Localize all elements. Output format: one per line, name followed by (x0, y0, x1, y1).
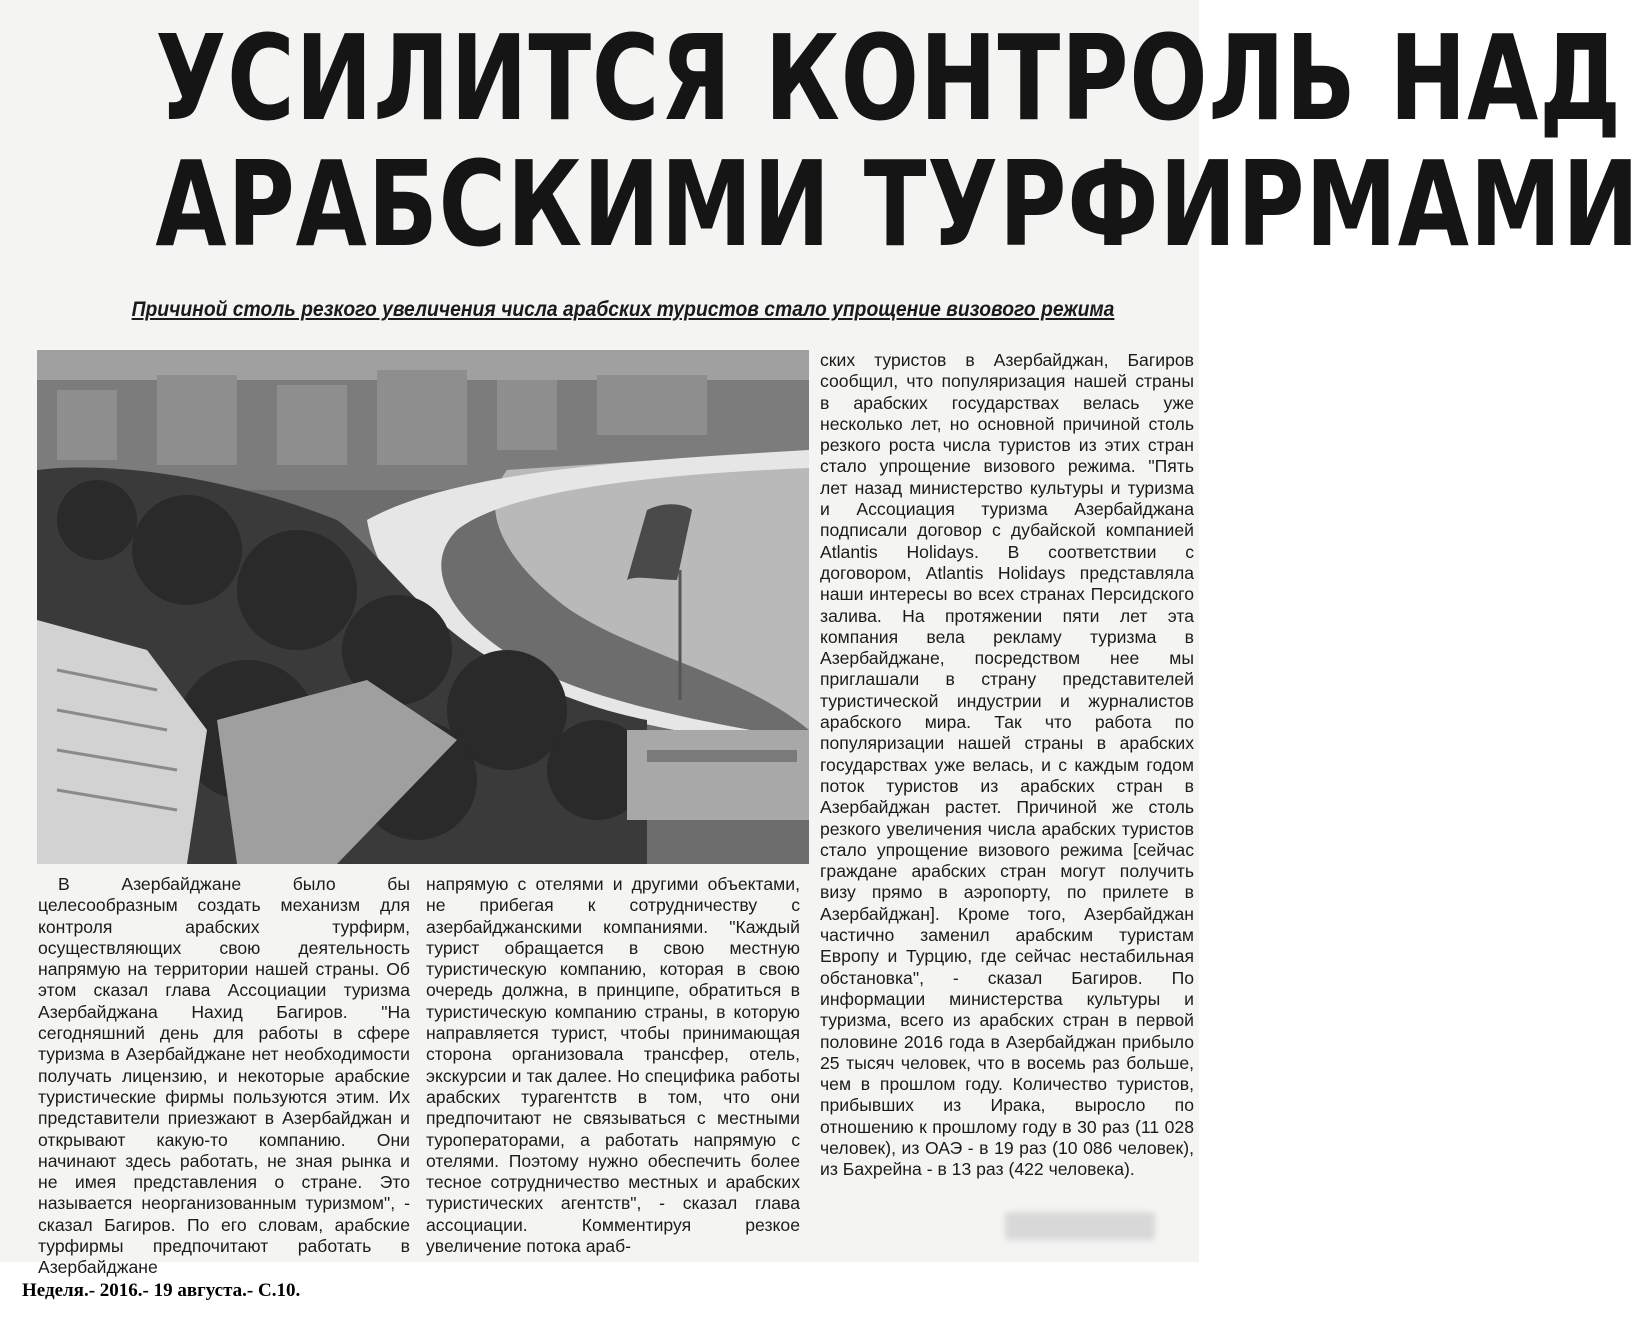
headline-line-2: АРАБСКИМИ ТУРФИРМАМИ (155, 135, 1640, 273)
article-column-1: В Азербайджане было бы целесообразным создать механизм для контроля арабских турфирм, осуществляющих свою деятельность напрямую на территории нашей страны. Об этом сказал глава Ассоциации туризма Азербайджана Нахид Багиров. "На сегодняшний день для работы в сфере туризма в Азербайджане нет необходимости получать лицензию, и некоторые арабские туристические фирмы пользуются этим. Их представители приезжают в Азербайджан и открывают какую-то компанию. Они начинают здесь работать, не зная рынка и не имея представления о стране. Это называется неорганизованным туризмом", - сказал Багиров. По его словам, арабские турфирмы предпочитают работать в Азербайджане (38, 874, 410, 1278)
city-coast-photo (37, 350, 809, 864)
subheadline: Причиной столь резкого увеличения числа арабских туристов стало упрощение визового режима (131, 298, 1115, 321)
photo-illustration (37, 350, 809, 864)
headline-line-1: УСИЛИТСЯ КОНТРОЛЬ НАД (155, 9, 1622, 147)
article-column-3: ских туристов в Азербайджан, Багиров сообщил, что популяризация нашей страны в арабских государствах велась уже несколько лет, но основной причиной столь резкого роста числа туристов из этих стран стало упрощение визового режима. "Пять лет назад министерство культуры и туризма и Ассоциация туризма Азербайджана подписали договор с дубайской компанией Atlantis Holidays. В соответствии с договором, Atlantis Holidays представляла наши интересы во всех странах Персидского залива. На протяжении пяти лет эта компания вела рекламу туризма в Азербайджане, посредством нее мы приглашали в страну представителей туристической индустрии и журналистов арабского мира. Так что работа по популяризации нашей страны в арабских государствах уже велась, и с каждым годом поток туристов из арабских стран в Азербайджан растет. Причиной же столь резкого увеличения числа арабских туристов стало упрощение визового режима [сейчас граждане арабских стран могут получить визу прямо в аэропорту, по прилете в Азербайджан]. Кроме того, Азербайджан частично заменил арабским туристам Европу и Турцию, где сейчас нестабильная обстановка", - сказал Багиров. По информации министерства культуры и туризма, всего из арабских стран в первой половине 2016 года в Азербайджан прибыло 25 тысяч человек, что в восемь раз больше, чем в прошлом году. Количество туристов, прибывших из Ирака, выросло по отношению к прошлому году в 30 раз (11 028 человек), из ОАЭ - в 19 раз (10 086 человек), из Бахрейна - в 13 раз (422 человека). (820, 350, 1194, 1180)
source-citation: Неделя.- 2016.- 19 августа.- С.10. (22, 1280, 301, 1301)
article-column-2: напрямую с отелями и другими объектами, не прибегая к сотрудничеству с азербайджанскими компаниями. "Каждый турист обращается в свою местную туристическую компанию, которая в свою очередь должна, в принципе, обратиться в туристическую компанию страны, в которую направляется турист, чтобы принимающая сторона организовала трансфер, отель, экскурсии и так далее. Но специфика работы арабских турагентств в том, что они предпочитают не связываться с местными туроператорами, а работать напрямую с отелями. Поэтому нужно обеспечить более тесное сотрудничество местных и арабских туристических агентств", - сказал глава ассоциации. Комментируя резкое увеличение потока араб- (426, 874, 800, 1257)
blurred-mark (1005, 1212, 1155, 1240)
